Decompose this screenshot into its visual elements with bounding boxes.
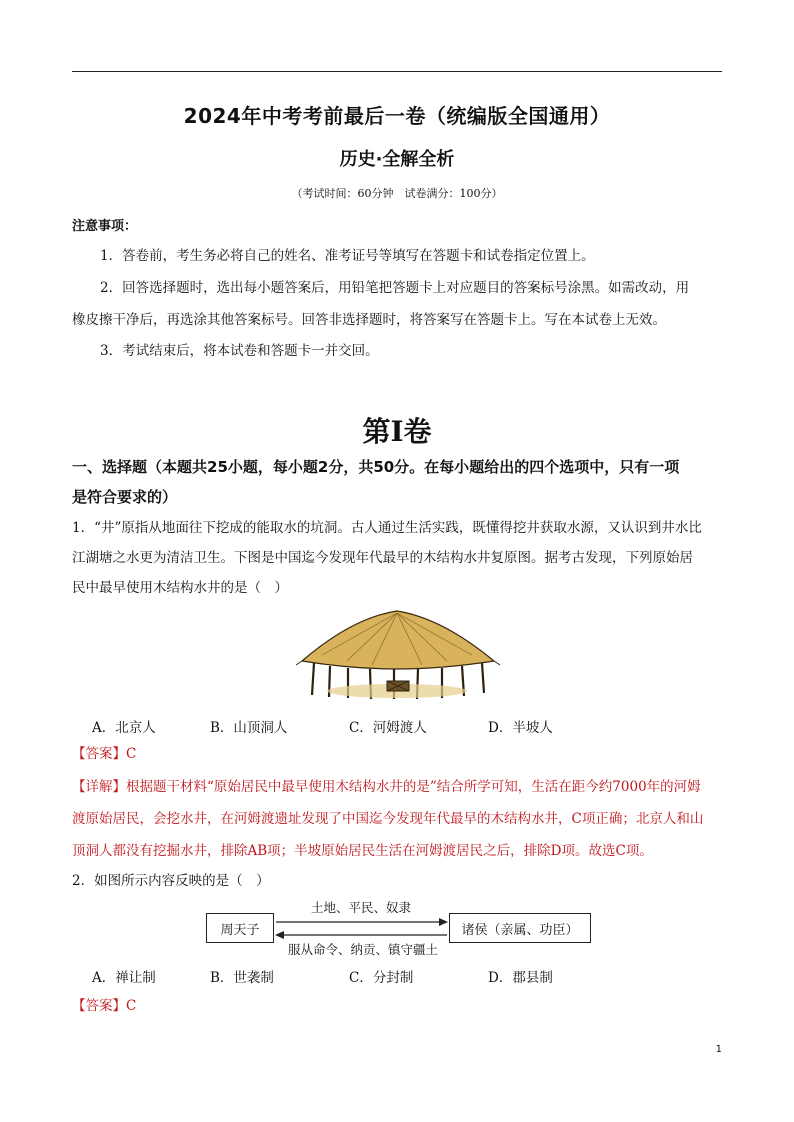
notice-item-1: 1．答卷前，考生务必将自己的姓名、准考证号等填写在答题卡和试卷指定位置上。: [100, 248, 595, 264]
q1-detail-line-3: 顶洞人都没有挖掘水井，排除AB项；半坡原始居民生活在河姆渡居民之后，排除D项。故选C项。: [72, 843, 653, 859]
q1-option-b: B．山顶洞人: [210, 720, 288, 736]
q1-option-c: C．河姆渡人: [349, 720, 427, 736]
section-heading-line-2: 是符合要求的）: [72, 488, 178, 506]
q1-answer: 【答案】C: [72, 746, 137, 762]
notice-item-2-line-1: 2．回答选择题时，选出每小题答案后，用铅笔把答题卡上对应题目的答案标号涂黑。如需改动，用: [100, 280, 690, 296]
q1-detail-line-2: 渡原始居民，会挖水井，在河姆渡遗址发现了中国迄今发现年代最早的木结构水井，C项正确；北京人和山: [72, 811, 704, 827]
diagram-arrows: [274, 913, 449, 943]
exam-info: （考试时间：60分钟 试卷满分：100分）: [291, 187, 503, 200]
q2-option-c: C．分封制: [349, 970, 414, 986]
diagram-box-vassals: 诸侯（亲属、功臣）: [449, 913, 591, 943]
q1-option-a: A．北京人: [92, 720, 156, 736]
page-number: 1: [715, 1044, 722, 1055]
notice-heading: 注意事项：: [72, 219, 138, 234]
q2-option-d: D．郡县制: [488, 970, 553, 986]
q1-option-d: D．半坡人: [488, 720, 553, 736]
q2-option-b: B．世袭制: [210, 970, 274, 986]
exam-title: 2024年中考考前最后一卷（统编版全国通用）: [183, 104, 611, 128]
q1-stem-line-3: 民中最早使用木结构水井的是（ ）: [72, 580, 288, 596]
notice-item-3: 3．考试结束后，将本试卷和答题卡一并交回。: [100, 343, 379, 359]
diagram-bottom-arrow-label: 服从命令、纳贡、镇守疆土: [288, 942, 439, 957]
diagram-top-arrow-label: 土地、平民、奴隶: [311, 900, 412, 915]
q2-option-a: A．禅让制: [92, 970, 156, 986]
wooden-well-hut-illustration: [292, 603, 502, 701]
q1-detail-line-1: 【详解】根据题干材料“原始居民中最早使用木结构水井的是”结合所学可知，生活在距今约7000年的河姆: [72, 779, 701, 795]
section-heading-line-1: 一、选择题（本题共25小题，每小题2分，共50分。在每小题给出的四个选项中，只有一项: [72, 458, 680, 476]
exam-subtitle: 历史·全解全析: [339, 149, 455, 170]
q1-stem-line-1: 1．“井”原指从地面往下挖成的能取水的坑洞。古人通过生活实践，既懂得挖井获取水源，又认识到井水比: [72, 520, 702, 536]
header-rule: [72, 71, 722, 72]
notice-item-2-line-2: 橡皮擦干净后，再选涂其他答案标号。回答非选择题时，将答案写在答题卡上。写在本试卷上无效。: [72, 312, 666, 328]
diagram-box-zhou-king: 周天子: [206, 913, 274, 943]
section-title: 第I卷: [362, 415, 432, 448]
q1-stem-line-2: 江湖塘之水更为清洁卫生。下图是中国迄今发现年代最早的木结构水井复原图。据考古发现，下列原始居: [72, 550, 693, 566]
q2-stem: 2．如图所示内容反映的是（ ）: [72, 873, 270, 889]
q2-answer: 【答案】C: [72, 998, 137, 1014]
